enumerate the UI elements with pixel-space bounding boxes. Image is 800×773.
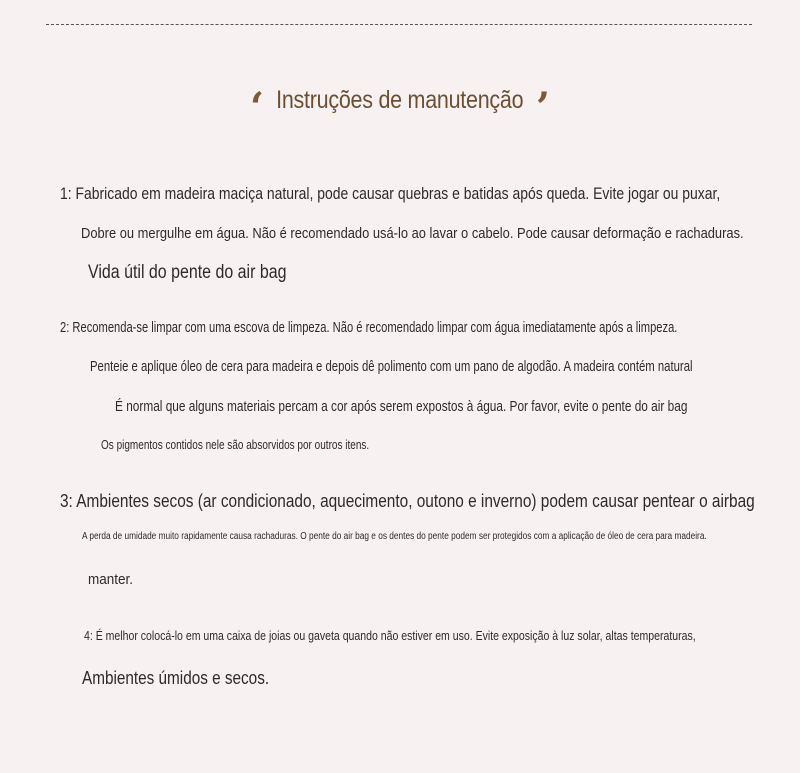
instruction-1-line-3: Vida útil do pente do air bag [88,262,287,283]
instruction-1-line-1: 1: Fabricado em madeira maciça natural, pode causar quebras e batidas após queda. Evite jogar ou puxar, [60,184,721,203]
instruction-3-line-3: manter. [88,571,134,588]
instruction-3-line-2: A perda de umidade muito rapidamente causa rachaduras. O pente do air bag e os dentes do pente podem ser protegidos com a aplicação de óleo de cera para madeira. [82,531,707,542]
instruction-4-line-1: 4: É melhor colocá-lo em uma caixa de joias ou gaveta quando não estiver em uso. Evite exposição à luz solar, altas temperaturas, [84,628,696,643]
close-quote-mark: ’ [536,84,550,131]
instruction-4-line-2: Ambientes úmidos e secos. [82,668,270,688]
dashed-divider [46,24,752,25]
instruction-2-line-2: Penteie e aplique óleo de cera para madeira e depois dê polimento com um pano de algodão. A madeira contém natural [90,358,693,375]
instruction-1-line-2: Dobre ou mergulhe em água. Não é recomendado usá-lo ao lavar o cabelo. Pode causar deformação e rachaduras. [81,225,744,242]
instruction-2-line-3: É normal que alguns materiais percam a cor após serem expostos à água. Por favor, evite o pente do air bag [115,398,688,415]
title-container [0,86,800,115]
open-quote-mark: ‘ [250,84,264,131]
instruction-2-line-1: 2: Recomenda-se limpar com uma escova de limpeza. Não é recomendado limpar com água imediatamente após a limpeza. [60,319,678,336]
instruction-3-line-1: 3: Ambientes secos (ar condicionado, aquecimento, outono e inverno) podem causar pentear o airbag [60,491,755,511]
instruction-2-line-4: Os pigmentos contidos nele são absorvidos por outros itens. [101,437,370,452]
page-title: Instruções de manutenção [276,86,524,114]
